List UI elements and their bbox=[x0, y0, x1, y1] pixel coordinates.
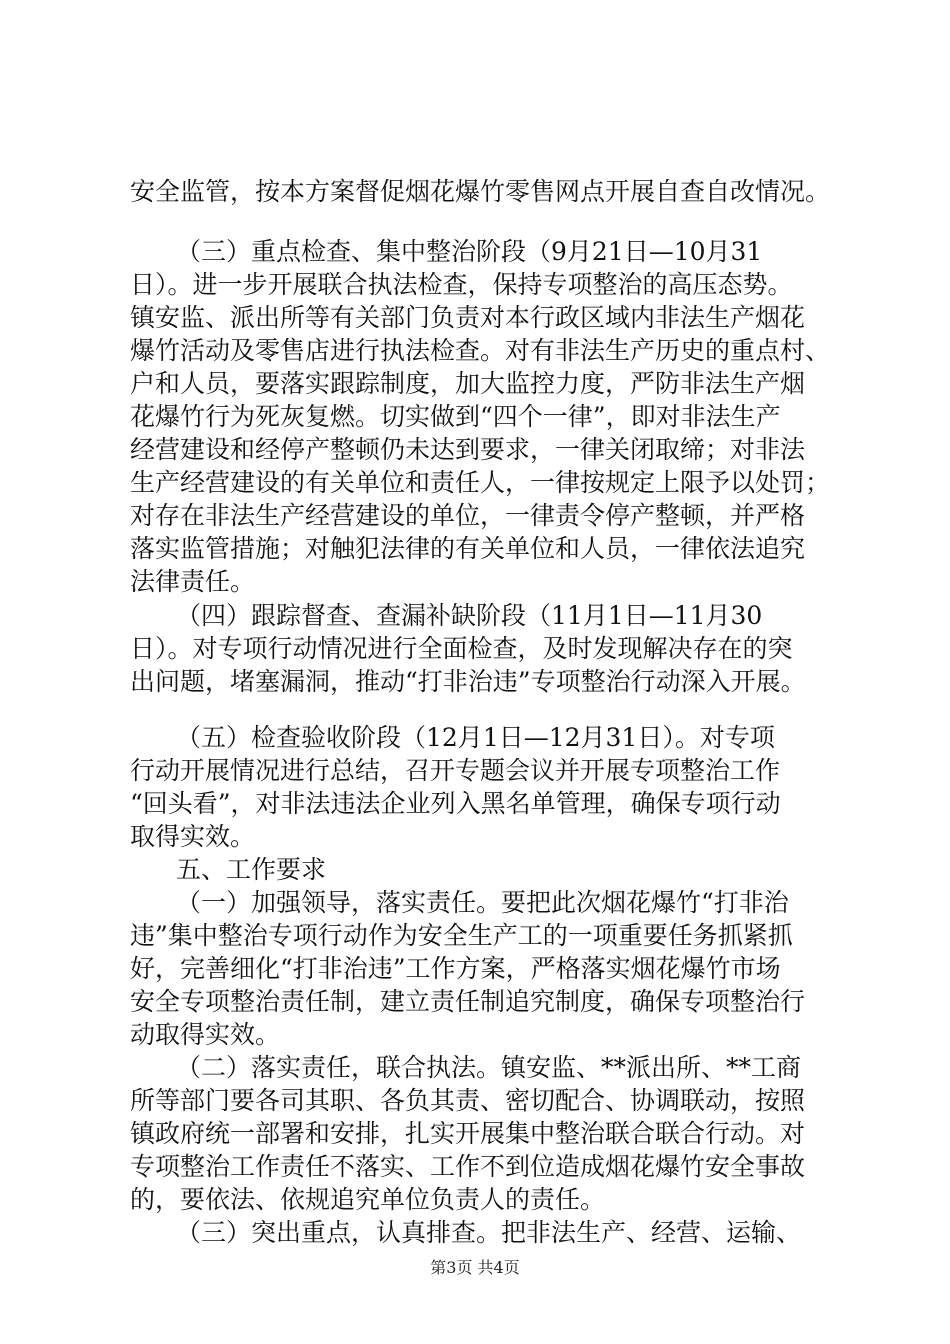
text-line: （四）跟踪督查、查漏补缺阶段（11月1日—11月30 bbox=[176, 601, 763, 630]
text-line: 动取得实效。 bbox=[130, 1020, 281, 1049]
text-line: 镇政府统一部署和安排，扎实开展集中整治联合联合行动。对 bbox=[130, 1119, 806, 1148]
text-line: 日）。进一步开展联合执法检查，保持专项整治的高压态势。 bbox=[130, 270, 793, 299]
text-line: 对存在非法生产经营建设的单位，一律责令停产整顿，并严格 bbox=[130, 501, 806, 530]
text-line: 花爆竹行为死灰复燃。切实做到“四个一律”，即对非法生产 bbox=[130, 402, 781, 431]
text-line: 专项整治工作责任不落实、工作不到位造成烟花爆竹安全事故 bbox=[130, 1152, 806, 1181]
text-line: 经营建设和经停产整顿仍未达到要求，一律关闭取缔；对非法 bbox=[130, 435, 806, 464]
text-line: 法律责任。 bbox=[130, 567, 256, 596]
text-line: 出问题，堵塞漏洞，推动“打非治违”专项整治行动深入开展。 bbox=[130, 667, 806, 696]
text-line: （五）检查验收阶段（12月1日—12月31日）。对专项 bbox=[176, 723, 775, 752]
text-line: 生产经营建设的有关单位和责任人，一律按规定上限予以处罚； bbox=[130, 468, 831, 497]
text-line: 户和人员，要落实跟踪制度，加大监控力度，严防非法生产烟 bbox=[130, 369, 806, 398]
text-line: 日）。对专项行动情况进行全面检查，及时发现解决存在的突 bbox=[130, 634, 793, 663]
text-line: （三）重点检查、集中整治阶段（9月21日—10月31 bbox=[176, 237, 763, 266]
page-number-label: 第3页 共4页 bbox=[430, 1258, 520, 1277]
page-footer bbox=[0, 1258, 950, 1278]
text-line: 所等部门要各司其职、各负其责、密切配合、协调联动，按照 bbox=[130, 1086, 806, 1115]
text-line: 取得实效。 bbox=[130, 822, 256, 851]
text-line: （一）加强领导，落实责任。要把此次烟花爆竹“打非治 bbox=[176, 888, 789, 917]
text-line: 落实监管措施；对触犯法律的有关单位和人员，一律依法追究 bbox=[130, 534, 806, 563]
text-line: 安全专项整治责任制，建立责任制追究制度，确保专项整治行 bbox=[130, 987, 806, 1016]
text-line: “回头看”，对非法违法企业列入黑名单管理，确保专项行动 bbox=[130, 789, 781, 818]
text-line: 好，完善细化“打非治违”工作方案，严格落实烟花爆竹市场 bbox=[130, 954, 781, 983]
text-line: 安全监管，按本方案督促烟花爆竹零售网点开展自查自改情况。 bbox=[130, 177, 831, 206]
text-line: 行动开展情况进行总结，召开专题会议并开展专项整治工作 bbox=[130, 756, 781, 785]
text-line: 镇安监、派出所等有关部门负责对本行政区域内非法生产烟花 bbox=[130, 303, 806, 332]
text-line: 的，要依法、依规追究单位负责人的责任。 bbox=[130, 1185, 606, 1214]
text-line: （二）落实责任，联合执法。镇安监、**派出所、**工商 bbox=[176, 1053, 802, 1082]
text-line: （三）突出重点，认真排查。把非法生产、经营、运输、 bbox=[176, 1218, 802, 1247]
section-heading: 五、工作要求 bbox=[176, 855, 327, 884]
text-line: 违”集中整治专项行动作为安全生产工的一项重要任务抓紧抓 bbox=[130, 921, 793, 950]
text-line: 爆竹活动及零售店进行执法检查。对有非法生产历史的重点村、 bbox=[130, 336, 831, 365]
